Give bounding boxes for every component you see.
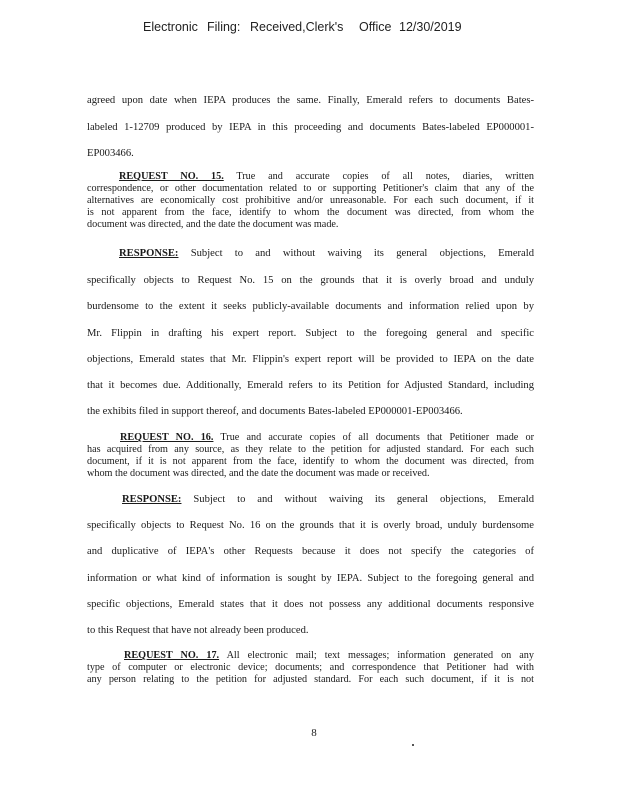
response-16-line5: specific objections, Emerald states that it does not possess any additional documents responsive (87, 599, 534, 610)
response-15-line1: Subject to and without waiving its general objections, Emerald (178, 248, 534, 259)
request-16-text-4: whom the document was directed, and the date the document was made or received. (87, 468, 430, 479)
request-15-text-3: alternatives are economically cost prohibitive and/or unreasonable. For each such document, if it (87, 195, 534, 206)
request-15-text-5: document was directed, and the date the document was made. (87, 219, 339, 230)
header-filing: Filing: (207, 20, 241, 34)
para1-line1: agreed upon date when IEPA produces the same. Finally, Emerald refers to documents Bates- (87, 95, 534, 106)
response-15-line7: the exhibits filed in support thereof, and documents Bates-labeled EP000001-EP003466. (87, 406, 463, 417)
request-15 (87, 171, 534, 231)
response-15-line5: objections, Emerald states that Mr. Flippin's expert report will be provided to IEPA on the date (87, 354, 534, 365)
filing-header (143, 20, 475, 38)
request-17-text-1: All electronic mail; text messages; information generated on any (219, 650, 534, 661)
header-office: Office (359, 20, 392, 34)
request-15-text-2: correspondence, or other documentation related to or supporting Petitioner's claim that any of the (87, 183, 534, 194)
header-received: Received,Clerk's (250, 20, 344, 34)
request-16-text-1: True and accurate copies of all documents that Petitioner made or (213, 432, 534, 443)
scan-speck (412, 744, 414, 746)
request-16 (87, 432, 534, 480)
response-16-line4: information or what kind of information is sought by IEPA. Subject to the foregoing general and (87, 573, 534, 584)
request-17 (87, 650, 534, 686)
response-16-line2: specifically objects to Request No. 16 on the grounds that it is overly broad, unduly burdensome (87, 520, 534, 531)
request-17-text-2: type of computer or electronic device; documents; and correspondence that Petitioner had with (87, 662, 534, 673)
response-15-line3: burdensome to the extent it seeks publicly-available documents and information relied upon by (87, 301, 534, 312)
para1-line3: EP003466. (87, 148, 134, 159)
response-16-line3: and duplicative of IEPA's other Requests because it does not specify the categories of (87, 546, 534, 557)
response-15-line4: Mr. Flippin in drafting his expert report. Subject to the foregoing general and specific (87, 328, 534, 339)
request-15-text-4: is not apparent from the face, identify to whom the document was directed, from whom the (87, 207, 534, 218)
para1-line2: labeled 1-12709 produced by IEPA in this proceeding and documents Bates-labeled EP000001- (87, 122, 534, 133)
request-15-text-1: True and accurate copies of all notes, diaries, written (223, 171, 534, 182)
header-electronic: Electronic (143, 20, 198, 34)
header-date: 12/30/2019 (399, 20, 462, 34)
request-15-label: REQUEST NO. 15. (119, 171, 224, 182)
response-16-line1: Subject to and without waiving its general objections, Emerald (181, 494, 534, 505)
response-16-line6: to this Request that have not already been produced. (87, 625, 309, 636)
request-17-text-3: any person relating to the petition for adjusted standard. For each such document, if it is not (87, 674, 534, 685)
response-16-label: RESPONSE: (122, 494, 182, 505)
request-16-label: REQUEST NO. 16. (120, 432, 214, 443)
response-15-line2: specifically objects to Request No. 15 on the grounds that it is overly broad and unduly (87, 275, 534, 286)
page-number: 8 (311, 727, 317, 739)
response-15-line6: that it becomes due. Additionally, Emerald refers to its Petition for Adjusted Standard, including (87, 380, 534, 391)
request-17-label: REQUEST NO. 17. (124, 650, 220, 661)
response-15-label: RESPONSE: (119, 248, 179, 259)
request-16-text-3: document, if it is not apparent from the face, identify to whom the document was directed, from (87, 456, 534, 467)
request-16-text-2: has acquired from any source, as they relate to the petition for adjusted standard. For each such (87, 444, 534, 455)
